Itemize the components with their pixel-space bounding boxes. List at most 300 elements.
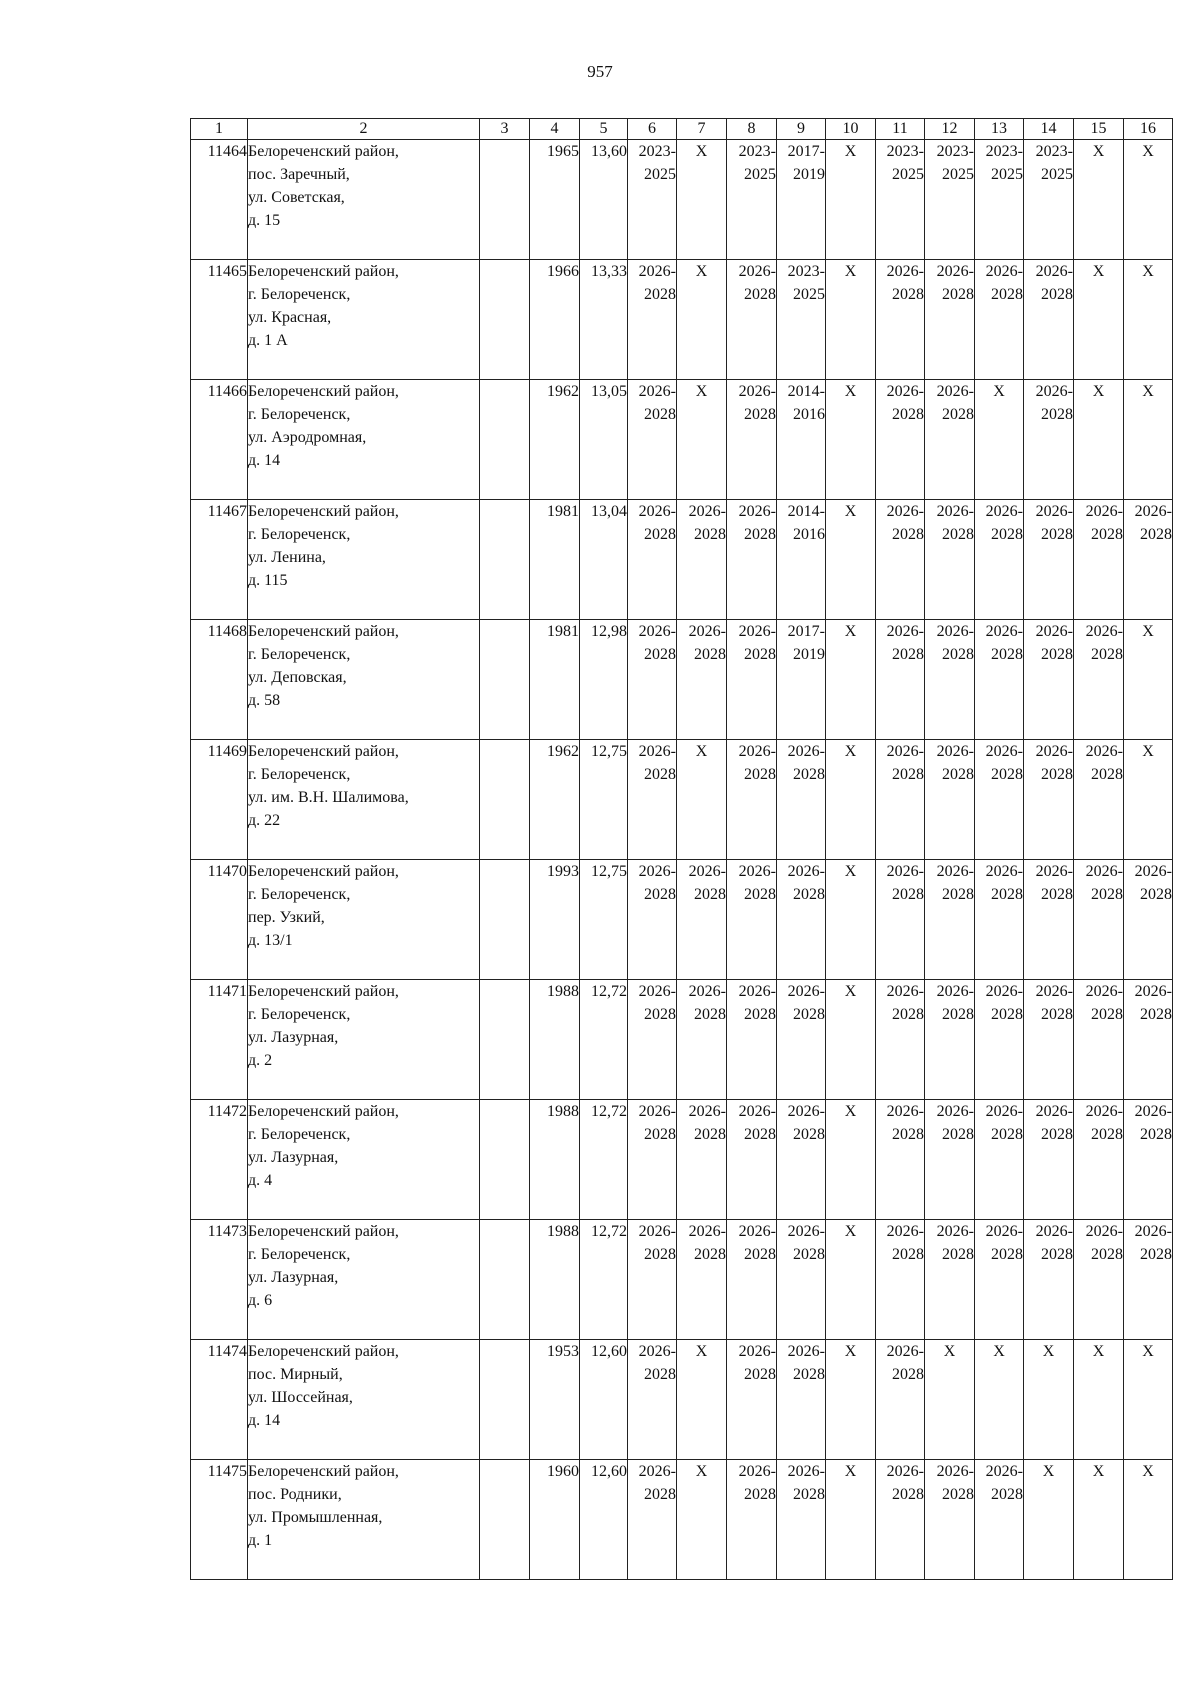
period-start: 2026- [886,1223,924,1240]
period-end: 2025 [744,166,776,183]
address-line: Белореченский район, [248,143,399,160]
address-line: г. Белореченск, [248,646,351,663]
row-number: 11464 [191,140,248,260]
year-cell: 1960 [530,1460,580,1580]
period-cell [628,1460,677,1580]
period-start: 2026- [886,1463,924,1480]
address-cell [248,860,480,980]
period-cell [1024,860,1074,980]
address-line: Белореченский район, [248,623,399,640]
period-cell [1074,500,1124,620]
period-end: 2028 [892,286,924,303]
column-3-cell [480,1460,530,1580]
period-end: 2028 [892,1126,924,1143]
period-end: 2028 [942,886,974,903]
period-end: 2028 [1091,1006,1123,1023]
row-number: 11472 [191,1100,248,1220]
period-start: 2023- [638,143,676,160]
period-end: 2028 [644,646,676,663]
period-start: 2026- [936,263,974,280]
period-start: 2026- [936,1103,974,1120]
value-cell: 12,60 [580,1460,628,1580]
address-line: д. 1 А [248,332,288,349]
period-start: 2026- [688,1223,726,1240]
not-applicable-cell: X [677,1340,727,1460]
address-line: ул. им. В.Н. Шалимова, [248,789,409,806]
period-cell [1024,1220,1074,1340]
not-applicable-cell: X [826,500,876,620]
period-start: 2023- [1035,143,1073,160]
address-line: г. Белореченск, [248,1246,351,1263]
period-end: 2028 [1041,1006,1073,1023]
table-row [191,860,1173,980]
period-cell [1024,620,1074,740]
not-applicable-cell: X [1124,380,1173,500]
period-start: 2026- [1134,983,1172,1000]
address-line: Белореченский район, [248,863,399,880]
period-end: 2028 [942,526,974,543]
not-applicable-cell: X [1074,1340,1124,1460]
table-row [191,740,1173,860]
period-end: 2028 [1140,886,1172,903]
period-end: 2028 [793,1366,825,1383]
value-cell: 12,60 [580,1340,628,1460]
address-line: пос. Мирный, [248,1366,343,1383]
column-3-cell [480,620,530,740]
address-line: ул. Лазурная, [248,1269,339,1286]
period-cell [975,260,1024,380]
period-end: 2028 [1091,646,1123,663]
address-cell [248,1220,480,1340]
period-end: 2028 [991,886,1023,903]
period-end: 2028 [991,766,1023,783]
period-end: 2028 [892,1366,924,1383]
period-end: 2028 [644,1246,676,1263]
period-start: 2026- [1085,1223,1123,1240]
year-cell: 1988 [530,980,580,1100]
period-end: 2028 [644,886,676,903]
column-header-8: 8 [727,119,777,140]
period-start: 2017- [787,623,825,640]
period-end: 2028 [942,646,974,663]
period-end: 2025 [793,286,825,303]
address-cell [248,620,480,740]
column-header-1: 1 [191,119,248,140]
period-end: 2028 [892,526,924,543]
period-cell [677,620,727,740]
period-cell [628,260,677,380]
not-applicable-cell: X [826,1460,876,1580]
address-line: ул. Лазурная, [248,1029,339,1046]
period-end: 2028 [744,766,776,783]
not-applicable-cell: X [1124,1340,1173,1460]
value-cell: 13,33 [580,260,628,380]
period-start: 2026- [886,863,924,880]
period-cell [677,980,727,1100]
period-start: 2026- [985,863,1023,880]
not-applicable-cell: X [677,380,727,500]
period-start: 2014- [787,503,825,520]
period-start: 2026- [787,863,825,880]
address-line: д. 1 [248,1532,273,1549]
period-end: 2028 [1041,886,1073,903]
period-cell [1074,980,1124,1100]
not-applicable-cell: X [826,140,876,260]
period-cell [628,860,677,980]
period-end: 2028 [694,1246,726,1263]
table-row [191,1100,1173,1220]
period-cell [777,380,826,500]
period-start: 2026- [638,503,676,520]
period-start: 2026- [936,623,974,640]
address-line: ул. Шоссейная, [248,1389,353,1406]
value-cell: 12,75 [580,740,628,860]
period-cell [1074,740,1124,860]
address-line: д. 22 [248,812,281,829]
period-start: 2026- [738,743,776,760]
period-end: 2028 [694,1006,726,1023]
address-cell [248,380,480,500]
period-cell [727,980,777,1100]
period-start: 2026- [787,1223,825,1240]
period-start: 2026- [1035,263,1073,280]
address-line: ул. Промышленная, [248,1509,383,1526]
column-header-13: 13 [975,119,1024,140]
period-end: 2025 [991,166,1023,183]
period-cell [925,980,975,1100]
period-end: 2028 [694,886,726,903]
period-start: 2026- [936,1223,974,1240]
period-start: 2026- [985,743,1023,760]
period-start: 2026- [936,743,974,760]
period-end: 2028 [694,1126,726,1143]
column-3-cell [480,380,530,500]
period-start: 2026- [1134,1223,1172,1240]
period-end: 2019 [793,646,825,663]
not-applicable-cell: X [1074,1460,1124,1580]
address-line: д. 115 [248,572,288,589]
period-start: 2026- [886,743,924,760]
address-line: Белореченский район, [248,383,399,400]
row-number: 11470 [191,860,248,980]
period-end: 2028 [793,1126,825,1143]
column-header-6: 6 [628,119,677,140]
value-cell: 12,72 [580,1100,628,1220]
not-applicable-cell: X [826,620,876,740]
address-line: ул. Аэродромная, [248,429,367,446]
period-end: 2028 [1041,286,1073,303]
period-end: 2028 [942,1006,974,1023]
period-cell [876,1460,925,1580]
not-applicable-cell: X [1074,140,1124,260]
period-cell [1074,1220,1124,1340]
period-cell [777,260,826,380]
period-start: 2026- [738,503,776,520]
period-end: 2028 [942,286,974,303]
period-start: 2026- [1134,863,1172,880]
period-end: 2028 [892,1486,924,1503]
not-applicable-cell: X [677,260,727,380]
address-line: пер. Узкий, [248,909,325,926]
period-end: 2028 [744,646,776,663]
period-cell [925,260,975,380]
period-end: 2028 [1041,406,1073,423]
period-cell [876,740,925,860]
year-cell: 1966 [530,260,580,380]
period-end: 2028 [1091,766,1123,783]
period-start: 2026- [985,1463,1023,1480]
period-cell [925,1460,975,1580]
year-cell: 1981 [530,500,580,620]
period-end: 2028 [744,1126,776,1143]
not-applicable-cell: X [1074,380,1124,500]
period-start: 2026- [1134,503,1172,520]
period-cell [975,500,1024,620]
address-line: Белореченский район, [248,263,399,280]
period-start: 2026- [787,1463,825,1480]
address-cell [248,980,480,1100]
address-line: г. Белореченск, [248,526,351,543]
period-cell [1024,980,1074,1100]
address-line: ул. Деповская, [248,669,347,686]
period-cell [925,380,975,500]
table-row [191,620,1173,740]
period-cell [975,140,1024,260]
period-cell [925,1100,975,1220]
period-start: 2023- [985,143,1023,160]
period-end: 2028 [744,1246,776,1263]
period-cell [925,740,975,860]
column-header-14: 14 [1024,119,1074,140]
period-cell [975,620,1024,740]
period-start: 2026- [638,263,676,280]
period-start: 2026- [1085,983,1123,1000]
period-start: 2026- [886,383,924,400]
not-applicable-cell: X [826,380,876,500]
value-cell: 13,05 [580,380,628,500]
period-start: 2026- [738,1103,776,1120]
period-end: 2028 [793,1246,825,1263]
row-number: 11466 [191,380,248,500]
period-start: 2026- [886,503,924,520]
period-end: 2028 [991,646,1023,663]
period-start: 2026- [985,263,1023,280]
period-start: 2026- [638,743,676,760]
address-line: ул. Красная, [248,309,332,326]
period-cell [876,620,925,740]
row-number: 11468 [191,620,248,740]
period-cell [876,1340,925,1460]
column-3-cell [480,1220,530,1340]
period-start: 2014- [787,383,825,400]
value-cell: 12,98 [580,620,628,740]
period-end: 2028 [793,766,825,783]
period-cell [975,1100,1024,1220]
not-applicable-cell: X [1124,620,1173,740]
period-start: 2026- [738,1223,776,1240]
period-start: 2026- [638,863,676,880]
period-cell [925,500,975,620]
row-number: 11475 [191,1460,248,1580]
period-end: 2028 [1140,1126,1172,1143]
not-applicable-cell: X [1124,1460,1173,1580]
period-start: 2026- [1085,503,1123,520]
not-applicable-cell: X [1124,140,1173,260]
period-cell [777,1340,826,1460]
period-start: 2026- [886,1103,924,1120]
address-line: ул. Ленина, [248,549,326,566]
period-end: 2028 [793,886,825,903]
address-line: Белореченский район, [248,1103,399,1120]
period-end: 2028 [942,1486,974,1503]
column-header-5: 5 [580,119,628,140]
period-cell [1124,1100,1173,1220]
period-cell [1024,500,1074,620]
period-cell [975,1220,1024,1340]
period-start: 2026- [1035,1103,1073,1120]
period-end: 2028 [892,766,924,783]
not-applicable-cell: X [677,740,727,860]
period-end: 2028 [744,1486,776,1503]
period-cell [677,500,727,620]
period-start: 2026- [1085,863,1123,880]
period-cell [777,740,826,860]
period-end: 2028 [1041,526,1073,543]
period-end: 2028 [1041,766,1073,783]
period-start: 2026- [688,863,726,880]
period-start: 2026- [688,983,726,1000]
period-cell [777,500,826,620]
period-cell [925,860,975,980]
period-cell [727,620,777,740]
period-end: 2028 [892,1246,924,1263]
period-end: 2028 [1140,1006,1172,1023]
period-end: 2028 [892,646,924,663]
value-cell: 12,72 [580,1220,628,1340]
not-applicable-cell: X [826,860,876,980]
period-end: 2028 [991,286,1023,303]
not-applicable-cell: X [826,1340,876,1460]
period-cell [727,140,777,260]
row-number: 11467 [191,500,248,620]
address-line: г. Белореченск, [248,1006,351,1023]
period-end: 2028 [1140,526,1172,543]
period-cell [727,860,777,980]
period-cell [727,500,777,620]
not-applicable-cell: X [1024,1460,1074,1580]
period-cell [975,740,1024,860]
period-start: 2026- [787,743,825,760]
not-applicable-cell: X [925,1340,975,1460]
period-cell [1124,980,1173,1100]
not-applicable-cell: X [975,380,1024,500]
period-start: 2026- [1035,983,1073,1000]
period-start: 2026- [886,623,924,640]
period-end: 2028 [991,1126,1023,1143]
period-cell [876,380,925,500]
period-start: 2023- [886,143,924,160]
period-cell [876,260,925,380]
period-end: 2028 [694,526,726,543]
address-line: д. 2 [248,1052,273,1069]
address-line: г. Белореченск, [248,1126,351,1143]
period-cell [777,620,826,740]
period-cell [975,980,1024,1100]
column-header-16: 16 [1124,119,1173,140]
period-start: 2026- [985,503,1023,520]
address-line: Белореченский район, [248,743,399,760]
period-end: 2028 [644,1366,676,1383]
row-number: 11471 [191,980,248,1100]
period-cell [876,860,925,980]
year-cell: 1988 [530,1220,580,1340]
period-start: 2026- [787,1343,825,1360]
period-cell [925,620,975,740]
period-cell [1024,1100,1074,1220]
period-end: 2028 [644,286,676,303]
period-end: 2016 [793,526,825,543]
period-end: 2028 [892,406,924,423]
period-cell [727,260,777,380]
period-end: 2028 [744,406,776,423]
period-end: 2028 [744,286,776,303]
period-end: 2028 [991,1486,1023,1503]
period-end: 2028 [942,1126,974,1143]
period-cell [876,1100,925,1220]
period-start: 2026- [638,1103,676,1120]
period-cell [876,1220,925,1340]
period-start: 2026- [936,863,974,880]
period-cell [628,1100,677,1220]
address-line: д. 14 [248,1412,281,1429]
period-end: 2028 [744,1366,776,1383]
period-cell [1024,260,1074,380]
column-header-11: 11 [876,119,925,140]
period-start: 2026- [1085,1103,1123,1120]
period-start: 2026- [936,383,974,400]
period-cell [727,380,777,500]
year-cell: 1953 [530,1340,580,1460]
not-applicable-cell: X [826,1100,876,1220]
period-end: 2028 [991,1246,1023,1263]
not-applicable-cell: X [975,1340,1024,1460]
table-row [191,140,1173,260]
period-cell [777,1220,826,1340]
period-end: 2028 [694,646,726,663]
period-cell [1024,380,1074,500]
period-end: 2028 [942,766,974,783]
period-end: 2028 [892,1006,924,1023]
period-end: 2028 [892,886,924,903]
period-cell [1124,860,1173,980]
period-end: 2025 [892,166,924,183]
period-cell [1024,140,1074,260]
period-start: 2026- [738,863,776,880]
period-cell [925,1220,975,1340]
address-line: г. Белореченск, [248,766,351,783]
period-cell [1124,1220,1173,1340]
row-number: 11474 [191,1340,248,1460]
period-start: 2026- [638,1223,676,1240]
table-row [191,980,1173,1100]
column-header-15: 15 [1074,119,1124,140]
period-cell [677,1100,727,1220]
period-start: 2026- [886,263,924,280]
period-start: 2026- [738,263,776,280]
period-cell [876,980,925,1100]
period-end: 2028 [644,406,676,423]
period-start: 2026- [1035,1223,1073,1240]
